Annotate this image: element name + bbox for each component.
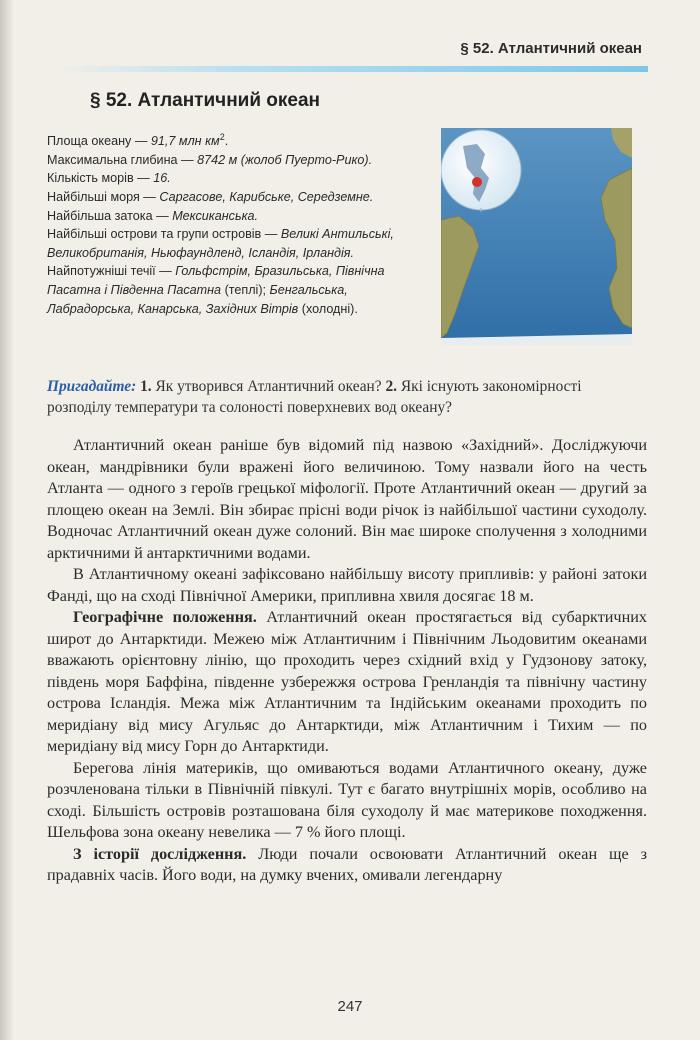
main-text <box>47 435 647 887</box>
atlantic-ocean-map <box>441 128 632 345</box>
fact-largest-gulf: Найбільша затока — Мексиканська. <box>47 208 259 223</box>
fact-largest-seas: Найбільші моря — Саргасове, Карибське, Середземне. <box>47 189 374 204</box>
page-number: 247 <box>337 998 363 1015</box>
section-heading-geography: Географічне положення. <box>73 608 257 626</box>
fact-area: Площа океану — 91,7 млн $км^2$. <box>47 132 229 149</box>
recall-questions: Пригадайте: 1. Як утворився Атлантичний океан? 2. Які існують закономірності розподілу температури та солоності поверхневих вод океану? <box>47 378 582 416</box>
page-title: § 52. Атлантичний океан <box>90 90 321 111</box>
paragraph-5: З історії дослідження. Люди почали освоювати Атлантичний океан ще з прадавніх часів. Його води, на думку вчених, омивали легендарну <box>47 844 647 884</box>
section-heading-history: З історії дослідження. <box>73 844 247 863</box>
paragraph-2: В Атлантичному океані зафіксовано найбільшу висоту припливів: у районі затоки Фанді, що на сході Північної Америки, припливна хвиля досягає 18 м. <box>47 565 647 605</box>
fact-depth: Максимальна глибина — 8742 м (жолоб Пуерто-Рико). <box>47 152 373 167</box>
fact-currents: Найпотужніші течії — Гольфстрім, Бразильська, Північна Пасатна і Південна Пасатна (теплі); Бенгальська, Лабрадорська, Канарська, Західних Вітрів (холодні). <box>47 264 385 316</box>
running-header: § 52. Атлантичний океан <box>460 40 642 57</box>
paragraph-3: Географічне положення. Атлантичний океан простягається від субарктичних широт до Антарктиди. Межею між Атлантичним і Північним Льодовитим океанами вважають орієнтовну лінію, що проходить через східний вхід у Гудзонову затоку, південь моря Баффіна, південне узбережжя острова Гренландія та північну частину острова Ісландія. Межа між Атлантичним та Індійським океанами проходить по меридіану від мису Агульяс до Антарктиди, між Атлантичним і Тихим — по меридіану від мису Горн до Антарктиди. <box>47 608 647 755</box>
recall-label: Пригадайте: <box>47 378 137 395</box>
paragraph-4: Берегова лінія материків, що омиваються водами Атлантичного океану, дуже розчленована тільки в Північній півкулі. Тут є багато внутрішніх морів, особливо на сході. Більшість островів розташована біля суходолу й має материкове походження. Шельфова зона океану невелика — 7 % його площі. <box>47 758 647 841</box>
location-marker <box>472 177 482 187</box>
facts-block <box>47 128 435 318</box>
page-edge-shadow <box>0 0 14 1040</box>
paragraph-1: Атлантичний океан раніше був відомий під назвою «Західний». Досліджуючи океан, мандрівники були вражені його величиною. Тому назвали його на честь Атланта — одного з героїв грецької міфології. Проте Атлантичний океан — другий за площею океан на Землі. Він збирає прісні води річок із найбільшої частини суходолу. Водночас Атлантичний океан дуже солоний. Він має широке сполучення з холодними арктичними й антарктичними водами. <box>47 436 647 562</box>
header-color-bar <box>58 66 648 72</box>
fact-islands: Найбільші острови та групи островів — Великі Антильські, Великобританія, Ньюфаундленд, Ісландія, Ірландія. <box>47 227 394 260</box>
fact-seas-count: Кількість морів — 16. <box>47 171 171 186</box>
